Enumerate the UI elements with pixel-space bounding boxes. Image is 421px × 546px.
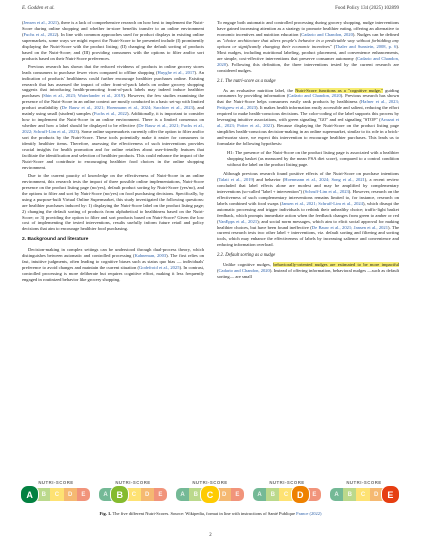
paragraph: [22, 20, 204, 62]
paragraph: Due to the current paucity of knowledge on the effectiveness of Nutri-Score in an online environment, this research tests the impact of three possible online implementations, Nutri-Score presence on the product listing page (no/yes), default product sorting by Nutri-Score (yes/no), and the options to filter and sort by Nutri-Score (no/yes) on food purchasing decisions. Specifically, by using a purpose-built Virtual Online Supermarket, this study investigated the following questions: are healthier purchases induced by: 1) displaying the Nutri-Score label on the product listing page; 2) changing the default sorting of products from alphabetical to healthiness based on the Nutri-Score; or 3) providing the option to filter and sort products based on Nutri-Score? Given the low cost of implementing the tested interventions, results usefully inform future retail and policy decisions that aim to encourage healthier food purchasing.: [22, 172, 204, 232]
nutri-score-scale: [22, 486, 90, 503]
citation-link[interactable]: De Bauw et al., 2021; Jansen et al., 2021: [311, 224, 388, 230]
text-run: (: [22, 20, 24, 25]
grade-a: A: [176, 488, 189, 501]
text-run: ). Nudges can be defined as: [217, 31, 399, 43]
text-run: ). Most nudges, including nutritional labeling, product placement, and convenience enhancements, are simple, cost-effective interventions that preserve consumer autonomy (: [217, 43, 400, 61]
running-header-journal: Food Policy 134 (2025) 102899: [335, 6, 399, 11]
nutri-score-badge-d: [253, 480, 321, 505]
caption-label: Fig. 1.: [99, 511, 112, 516]
left-column: [22, 20, 204, 285]
nutri-score-badge-b: [99, 480, 167, 505]
citation-link[interactable]: Kahneman, 2003: [134, 253, 167, 259]
highlighted-text: Nutri-Score functions as a "cognitive nudge,": [295, 87, 383, 93]
paragraph: [22, 247, 204, 283]
text-run: "choice architecture that alters people's behavior in a predictable way without forbidding any options or significantly changing their economic incentives": [217, 37, 399, 49]
paragraph: [217, 88, 399, 148]
text-run: ), and mainly using small (student) samples (: [22, 105, 204, 117]
text-run: ). In line with common approaches used for product displays in existing online supermarkets, some ways we might expect the Nutri-Score to be presented include (I) prominently displaying the Nutri-Score with the product listing; (II) changing the default sorting of products based on the Nutri-Score; and (III) providing consumers with the options to filter and/or sort products based on their Nutri-Score preferences.: [22, 31, 204, 61]
nutri-score-scale: [330, 486, 398, 503]
grade-b: B: [343, 488, 356, 501]
nutri-score-title: NUTRI-SCORE: [115, 480, 151, 485]
right-column: [217, 20, 399, 282]
nutri-score-badge-a: [22, 480, 90, 505]
citation-link[interactable]: De Bauw et al., 2021; Hoenmann et al., 2024; Sacchier et al., 2023: [61, 105, 193, 111]
citation-link[interactable]: Cadario and Chandon, 2020: [217, 55, 399, 67]
grade-a: A: [253, 488, 266, 501]
figure-caption: [22, 511, 399, 516]
citation-link[interactable]: Fuchs et al., 2022: [23, 31, 57, 37]
nutri-score-scale: [99, 486, 167, 503]
citation-link[interactable]: Shin et al., 2023; Waterlander et al., 2019: [43, 93, 124, 99]
grade-a: A: [99, 488, 112, 501]
subsection-heading: 2.2. Default sorting as a nudge: [217, 253, 276, 259]
grade-c: C: [127, 488, 140, 501]
text-run: ), which disrupt the automatic processing and trigger individuals to rethink their unhealthy choice; traffic-light basket feedback, which prompts immediate action when the feedback changes from green to amber or red (: [217, 200, 399, 224]
citation-link[interactable]: Talati et al., 2019: [218, 176, 253, 182]
citation-link[interactable]: Hafner et al., 2023; Pettigrew et al., 2023: [217, 99, 399, 111]
grade-e: E: [231, 488, 244, 501]
nutri-score-scale: [176, 486, 244, 503]
citation-link[interactable]: VanEpps et al., 2021: [218, 218, 258, 224]
nutri-score-badge-c: [176, 480, 244, 505]
grade-d: D: [141, 488, 154, 501]
citation-link[interactable]: Fuchs et al., 2022: [93, 111, 127, 117]
running-header-authors: E. Godden et al.: [22, 6, 55, 11]
text-run: ). Because displaying the Nutri-Score on the product listing page simplifies health-conscious decision-making in an online supermarket, similar to its role in a brick-and-mortar store, we expect this intervention to encourage healthier purchases. This leads us to formulate the following hypothesis:: [217, 123, 400, 147]
citation-link[interactable]: Cadario and Chandon, 2020: [288, 93, 341, 99]
grade-e-selected: E: [381, 485, 400, 504]
text-run: (: [331, 43, 336, 49]
citation-link[interactable]: Huyghe et al., 2017: [157, 69, 195, 75]
grade-d: D: [370, 488, 383, 501]
text-run: ). In contrast, controlled processing is more deliberate but requires cognitive effort, making it less frequently engaged in routinized behavior like grocery shopping.: [22, 265, 205, 283]
paragraph: [217, 262, 399, 280]
nutri-score-scale: [253, 486, 321, 503]
citation-link[interactable]: Cadario and Chandon, 2020: [301, 31, 353, 37]
hypothesis: H1: The presence of the Nutri-Score on the product listing page is associated with a healthier shopping basket (as measured by the mean FSA diet score), compared to a control condition without the label on the product listing page.: [227, 150, 399, 167]
text-run: Unlike cognitive nudges,: [223, 262, 274, 268]
text-run: ). Previous research has shown that the Nutri-Score helps consumers easily rank products by healthiness (: [217, 93, 399, 105]
text-run: ) and behavior (: [252, 176, 285, 182]
grade-e: E: [77, 488, 90, 501]
text-run: ). The current research tests two other label + interventions, viz. default sorting and filtering and sorting tools, which may enhance the effectiveness of labels by increasing salience and convenience and reducing information overload.: [217, 224, 400, 248]
text-run: As an evaluative nutrition label, the: [223, 87, 296, 93]
citation-link[interactable]: Thaler and Sunstein, 2008, p. 6: [335, 43, 397, 49]
section-heading: 2. Background and literature: [22, 237, 89, 243]
text-run: ). However, research on the effectiveness of such complementary interventions remains limited to, for instance, research on labels combined with food swaps (: [217, 188, 399, 206]
grade-b: B: [266, 488, 279, 501]
grade-d: D: [218, 488, 231, 501]
grade-c: C: [356, 488, 369, 501]
nutri-score-title: NUTRI-SCORE: [192, 480, 228, 485]
nutri-score-title: NUTRI-SCORE: [269, 480, 305, 485]
grade-e: E: [308, 488, 321, 501]
grade-b: B: [37, 488, 50, 501]
text-run: ), there is a lack of comprehensive research on how best to implement the Nutri-Score during online shopping and whether in-store benefits transfer to an online environment (: [22, 20, 204, 37]
grade-d: D: [64, 488, 77, 501]
subsection-heading: 2.1. The nutri-score as a nudge: [217, 78, 276, 84]
text-run: Although previous research found positive effects of the Nutri-Score on purchase intentions (: [217, 170, 399, 182]
nutri-score-title: NUTRI-SCORE: [38, 480, 74, 485]
grade-c: C: [279, 488, 292, 501]
grade-e: E: [154, 488, 167, 501]
nutri-score-figure: [22, 480, 399, 507]
caption-citation: France (2022): [296, 511, 322, 516]
text-run: (: [217, 268, 219, 274]
text-run: guiding consumers by providing information (: [217, 87, 399, 99]
citation-link[interactable]: Cadario and Chandon, 2020: [218, 268, 270, 274]
text-run: ). The first relies on fast, intuitive judgments, often leading to cognitive biases such as status quo bias — individuals' preference to avoid changes and maintain the current situation (: [22, 253, 204, 271]
grade-a: A: [330, 488, 343, 501]
paragraph: [217, 171, 399, 248]
grade-b: B: [189, 488, 202, 501]
nutri-score-badge-e: [330, 480, 398, 505]
text-run: ). Some online supermarkets currently offer the option to filter and/or sort the products by the Nutri-Score. These tools potentially make it easier for consumers to identify healthier items. Therefore, assessing the effectiveness of such interventions provides crucial insights for health promotion and for online retailers about user-friendly features that facilitate the identification and selection of healthier products. This could enhance the impact of the Nutri-Score and contribute to encouraging healthier food choices in the online shopping environment.: [22, 129, 205, 170]
grade-c-selected: C: [200, 485, 219, 504]
text-run: ). Additionally, it is important to consider how to implement the Nutri-Score in an online environment. There is a limited consensus on whether and how a label should be displayed to be effective (: [22, 111, 204, 129]
text-run: Previous research has shown that the reduced vividness of products in online grocery stores leads consumers to purchase fewer vices compared to offline shopping (: [22, 63, 204, 75]
grade-c: C: [50, 488, 63, 501]
citation-link[interactable]: Schruff-Lim et al., 2023: [304, 188, 349, 194]
text-run: ), a recent review concluded that label effects alone are modest and may be amplified by complementary interventions (so-called "label + intervention") (: [217, 176, 399, 194]
highlighted-text: behaviorally-oriented nudges are estimated to be more impactful: [273, 262, 399, 268]
citation-link[interactable]: Arrazat et al., 2023; Potter et al., 2021: [217, 117, 399, 129]
text-run: ). It makes health information easily accessible and salient, reducing the effort required to make health-conscious decisions. The color-coding of the label supports this process by leveraging intuitive associations, with green signaling "GO" and red signaling "STOP" (: [217, 105, 399, 123]
page-number: 2: [209, 533, 212, 538]
paragraph: [217, 20, 399, 74]
citation-link[interactable]: Godefroid et al., 2025: [139, 265, 180, 271]
grade-d-selected: D: [291, 485, 310, 504]
grade-a-selected: A: [20, 485, 39, 504]
grade-b-selected: B: [110, 485, 129, 504]
citation-link[interactable]: De Bauw et al., 2021; Fuchs et al., 2022; Schruff-Lim et al., 2023: [22, 123, 204, 135]
nutri-score-title: NUTRI-SCORE: [346, 480, 382, 485]
citation-link[interactable]: Hoenmann et al., 2024; Song et al., 2021: [284, 176, 365, 182]
paragraph: [22, 64, 204, 171]
citation-link[interactable]: Jansen et al., 2021; Schruff-Lim et al., 2024: [281, 200, 363, 206]
text-run: To engage both automatic and controlled processing during grocery shopping, nudge interventions have gained increasing attention as a strategy to promote healthier eating, offering an alternative to economic incentives and nutrition education (: [217, 20, 399, 37]
text-run: ). However, the few studies examining the presence of the Nutri-Score in an online context are mostly conducted in a basic set-up with limited product availability (: [22, 93, 204, 111]
citation-link[interactable]: Jensen et al., 2021: [23, 20, 58, 25]
text-run: ); and social norm messages, which aim to elicit social approval for making healthier choices, but have been found ineffective (: [217, 218, 399, 230]
text-run: ). Following this definition, the three interventions tested by the current research are considered nudges.: [217, 61, 399, 73]
text-run: Decision-making in complex settings can be understood through dual-process theory, which distinguishes between automatic and controlled processing (: [22, 247, 204, 259]
text-run: ). Instead of offering information, behavioral nudges —such as default sorting— are small: [217, 268, 399, 280]
caption-text: The five different Nutri-Scores. Source: Wikipedia, format in line with instructions of Santé Publique: [112, 511, 297, 516]
text-run: ). An indication of products' healthiness could further encourage healthier purchases online. Existing research that has assessed the impact of other front-of-pack labels on online grocery shopping suggests that introducing health-promoting front-of-pack labels may indeed induce healthier purchases (: [22, 69, 205, 99]
